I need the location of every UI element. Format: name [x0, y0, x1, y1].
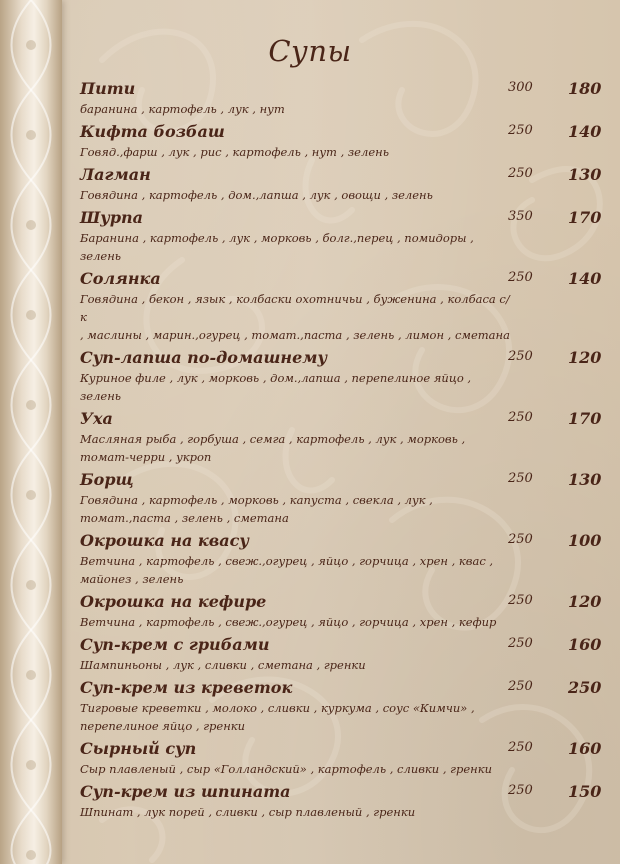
dish-price: 130 — [568, 470, 602, 489]
dish-price: 180 — [568, 79, 602, 98]
menu-item — [80, 408, 600, 466]
menu-item — [80, 530, 600, 588]
dish-price: 150 — [568, 782, 602, 801]
dish-ingredients: баранина , картофель , лук , нут — [80, 102, 285, 116]
menu-item — [80, 677, 600, 735]
menu-item — [80, 268, 600, 344]
dish-price: 100 — [568, 531, 602, 550]
dish-price: 250 — [568, 678, 602, 697]
dish-weight: 250 — [508, 471, 533, 486]
dish-ingredients: Говяд.,фарш , лук , рис , картофель , нут , зелень — [80, 145, 389, 159]
dish-ingredients: Говядина , картофель , морковь , капуста , свекла , лук , томат.,паста , зелень , сметана — [80, 493, 433, 525]
dish-weight: 250 — [508, 636, 533, 651]
dish-ingredients: Шпинат , лук порей , сливки , сыр плавленый , гренки — [80, 805, 416, 819]
dish-name: Суп-крем из шпината — [80, 782, 291, 801]
menu-item — [80, 469, 600, 527]
dish-name: Сырный суп — [80, 739, 197, 758]
dish-weight: 250 — [508, 593, 533, 608]
dish-weight: 250 — [508, 123, 533, 138]
page-title: Супы — [268, 34, 352, 68]
dish-price: 160 — [568, 739, 602, 758]
dish-ingredients: Ветчина , картофель , свеж.,огурец , яйцо , горчица , хрен , квас , майонез , зелень — [80, 554, 494, 586]
dish-ingredients: Баранина , картофель , лук , морковь , болг.,перец , помидоры , зелень — [80, 231, 474, 263]
dish-weight: 250 — [508, 349, 533, 364]
dish-name: Шурпа — [80, 208, 144, 227]
dish-name: Солянка — [80, 269, 161, 288]
dish-price: 140 — [568, 122, 602, 141]
dish-ingredients: Говядина , бекон , язык , колбаски охотничьи , буженина , колбаса с/к , маслины , марин.,огурец , томат.,паста , зелень , лимон , сметана — [80, 292, 510, 342]
dish-name: Окрошка на квасу — [80, 531, 249, 550]
dish-price: 140 — [568, 269, 602, 288]
dish-ingredients: Ветчина , картофель , свеж.,огурец , яйцо , горчица , хрен , кефир — [80, 615, 497, 629]
menu-item — [80, 347, 600, 405]
dish-weight: 250 — [508, 410, 533, 425]
dish-name: Суп-крем с грибами — [80, 635, 270, 654]
dish-price: 120 — [568, 592, 602, 611]
menu-item — [80, 634, 600, 674]
dish-name: Уха — [80, 409, 113, 428]
dish-weight: 250 — [508, 270, 533, 285]
dish-ingredients: Шампиньоны , лук , сливки , сметана , гренки — [80, 658, 366, 672]
dish-name: Пити — [80, 79, 136, 98]
dish-weight: 250 — [508, 532, 533, 547]
menu-item — [80, 781, 600, 821]
dish-ingredients: Сыр плавленый , сыр «Голландский» , картофель , сливки , гренки — [80, 762, 492, 776]
dish-name: Окрошка на кефире — [80, 592, 267, 611]
menu-item — [80, 591, 600, 631]
dish-name: Суп-крем из креветок — [80, 678, 293, 697]
dish-price: 130 — [568, 165, 602, 184]
dish-name: Борщ — [80, 470, 134, 489]
menu-item — [80, 207, 600, 265]
dish-name: Кифта бозбаш — [80, 122, 225, 141]
dish-price: 170 — [568, 208, 602, 227]
menu-item — [80, 164, 600, 204]
menu-items-list — [80, 78, 600, 824]
dish-price: 170 — [568, 409, 602, 428]
menu-item — [80, 78, 600, 118]
menu-item — [80, 121, 600, 161]
dish-ingredients: Говядина , картофель , дом.,лапша , лук , овощи , зелень — [80, 188, 433, 202]
dish-ingredients: Масляная рыба , горбуша , семга , картофель , лук , морковь , томат-черри , укроп — [80, 432, 466, 464]
dish-weight: 250 — [508, 679, 533, 694]
dish-weight: 350 — [508, 209, 533, 224]
dish-ingredients: Тигровые креветки , молоко , сливки , куркума , соус «Кимчи» , перепелиное яйцо , гренки — [80, 701, 475, 733]
dish-price: 120 — [568, 348, 602, 367]
dish-name: Суп-лапша по-домашнему — [80, 348, 328, 367]
dish-weight: 250 — [508, 783, 533, 798]
decorative-border-strip — [0, 0, 62, 864]
dish-weight: 300 — [508, 80, 533, 95]
menu-item — [80, 738, 600, 778]
lace-ornament-icon — [0, 0, 62, 864]
dish-weight: 250 — [508, 166, 533, 181]
dish-weight: 250 — [508, 740, 533, 755]
dish-price: 160 — [568, 635, 602, 654]
dish-ingredients: Куриное филе , лук , морковь , дом.,лапша , перепелиное яйцо , зелень — [80, 371, 472, 403]
dish-name: Лагман — [80, 165, 151, 184]
